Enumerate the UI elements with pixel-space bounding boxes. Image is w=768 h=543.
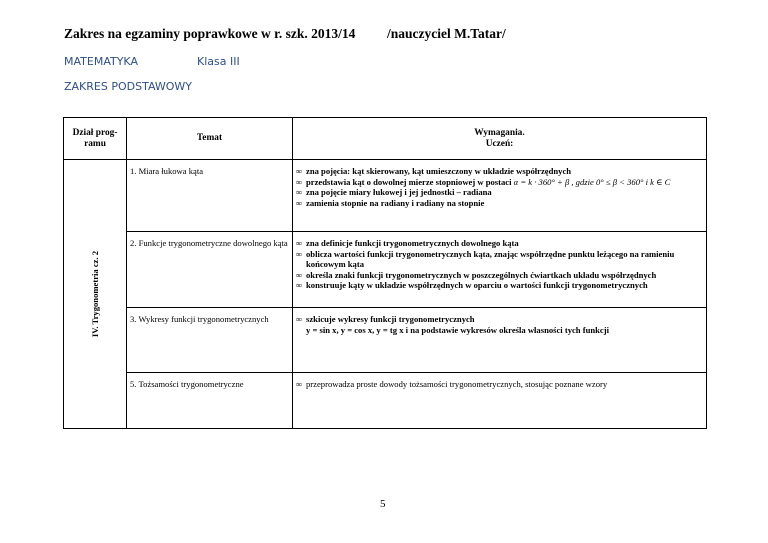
column-header-wymagania [293,118,707,160]
requirements-cell [293,232,707,308]
table-row [64,373,707,429]
level-label: ZAKRES PODSTAWOWY [64,80,193,93]
column-header-wymagania-line1: Wymagania. [474,127,525,138]
teacher-name: /nauczyciel M.Tatar/ [387,26,506,41]
section-cell [64,160,127,429]
infinity-bullet-icon: ∞ [296,379,303,389]
requirements-cell [293,373,707,429]
topic-cell: 5. Tożsamości trygonometryczne [127,373,293,429]
topic-cell: 2. Funkcje trygonometryczne dowolnego kąta [127,232,293,308]
document-title: Zakres na egzaminy poprawkowe w r. szk. 2013/14 [64,26,356,41]
topic-cell: 1. Miara łukowa kąta [127,160,293,232]
list-item: ∞ zna pojęcia: kąt skierowany, kąt umieszczony w układzie współrzędnych [296,166,572,176]
infinity-bullet-icon: ∞ [296,166,303,176]
requirements-cell [293,308,707,373]
infinity-bullet-icon: ∞ [296,248,303,259]
table-row [64,232,707,308]
list-item: ∞ zamienia stopnie na radiany i radiany na stopnie [296,197,485,208]
list-item-continuation: y = sin x, y = cos x, y = tg x i na podstawie wykresów określa własności tych funkcji [306,324,610,335]
table-row [64,160,707,232]
column-header-dzial: Dział prog-ramu [64,118,127,160]
list-item: ∞ zna definicje funkcji trygonometrycznych dowolnego kąta [296,238,519,248]
subject-label: MATEMATYKA [64,55,138,68]
topic-cell: 3. Wykresy funkcji trygonometrycznych [127,308,293,373]
infinity-bullet-icon: ∞ [296,176,303,187]
column-header-wymagania-line2: Uczeń: [485,138,514,149]
angle-formula: α = k · 360° + β , gdzie 0° ≤ β < 360° i k ∈ C [513,176,671,187]
list-item: ∞ przedstawia kąt o dowolnej mierze stopniowej w postaci α = k · 360° + β , gdzie 0° ≤ β < 360° i k ∈ C [296,176,671,187]
class-label: Klasa III [197,55,240,68]
infinity-bullet-icon: ∞ [296,280,303,291]
list-item: ∞ konstruuje kąty w układzie współrzędnych w oparciu o wartości funkcji trygonometrycznych [296,280,648,291]
table-row [64,308,707,373]
table-header-row [64,118,707,160]
infinity-bullet-icon: ∞ [296,269,303,280]
infinity-bullet-icon: ∞ [296,197,303,208]
infinity-bullet-icon: ∞ [296,187,303,198]
list-item: ∞ szkicuje wykresy funkcji trygonometrycznych [296,314,475,324]
column-header-temat: Temat [127,118,293,160]
list-item: ∞ przeprowadza proste dowody tożsamości trygonometrycznych, stosując poznane wzory [296,379,608,389]
list-item: ∞ oblicza wartości funkcji trygonometrycznych kąta, znając współrzędne punktu leżącego na ramieniu końcowym kąta [296,248,675,270]
section-label: IV. Trygonometria cz. 2 [90,250,100,338]
infinity-bullet-icon: ∞ [296,238,303,248]
requirements-table [63,117,707,429]
list-item: ∞ zna pojęcie miary łukowej i jej jednostki – radiana [296,187,492,198]
requirements-cell [293,160,707,232]
list-item: ∞ określa znaki funkcji trygonometrycznych w poszczególnych ćwiartkach układu współrzędnych [296,269,657,280]
infinity-bullet-icon: ∞ [296,314,303,324]
page-number: 5 [380,498,386,510]
